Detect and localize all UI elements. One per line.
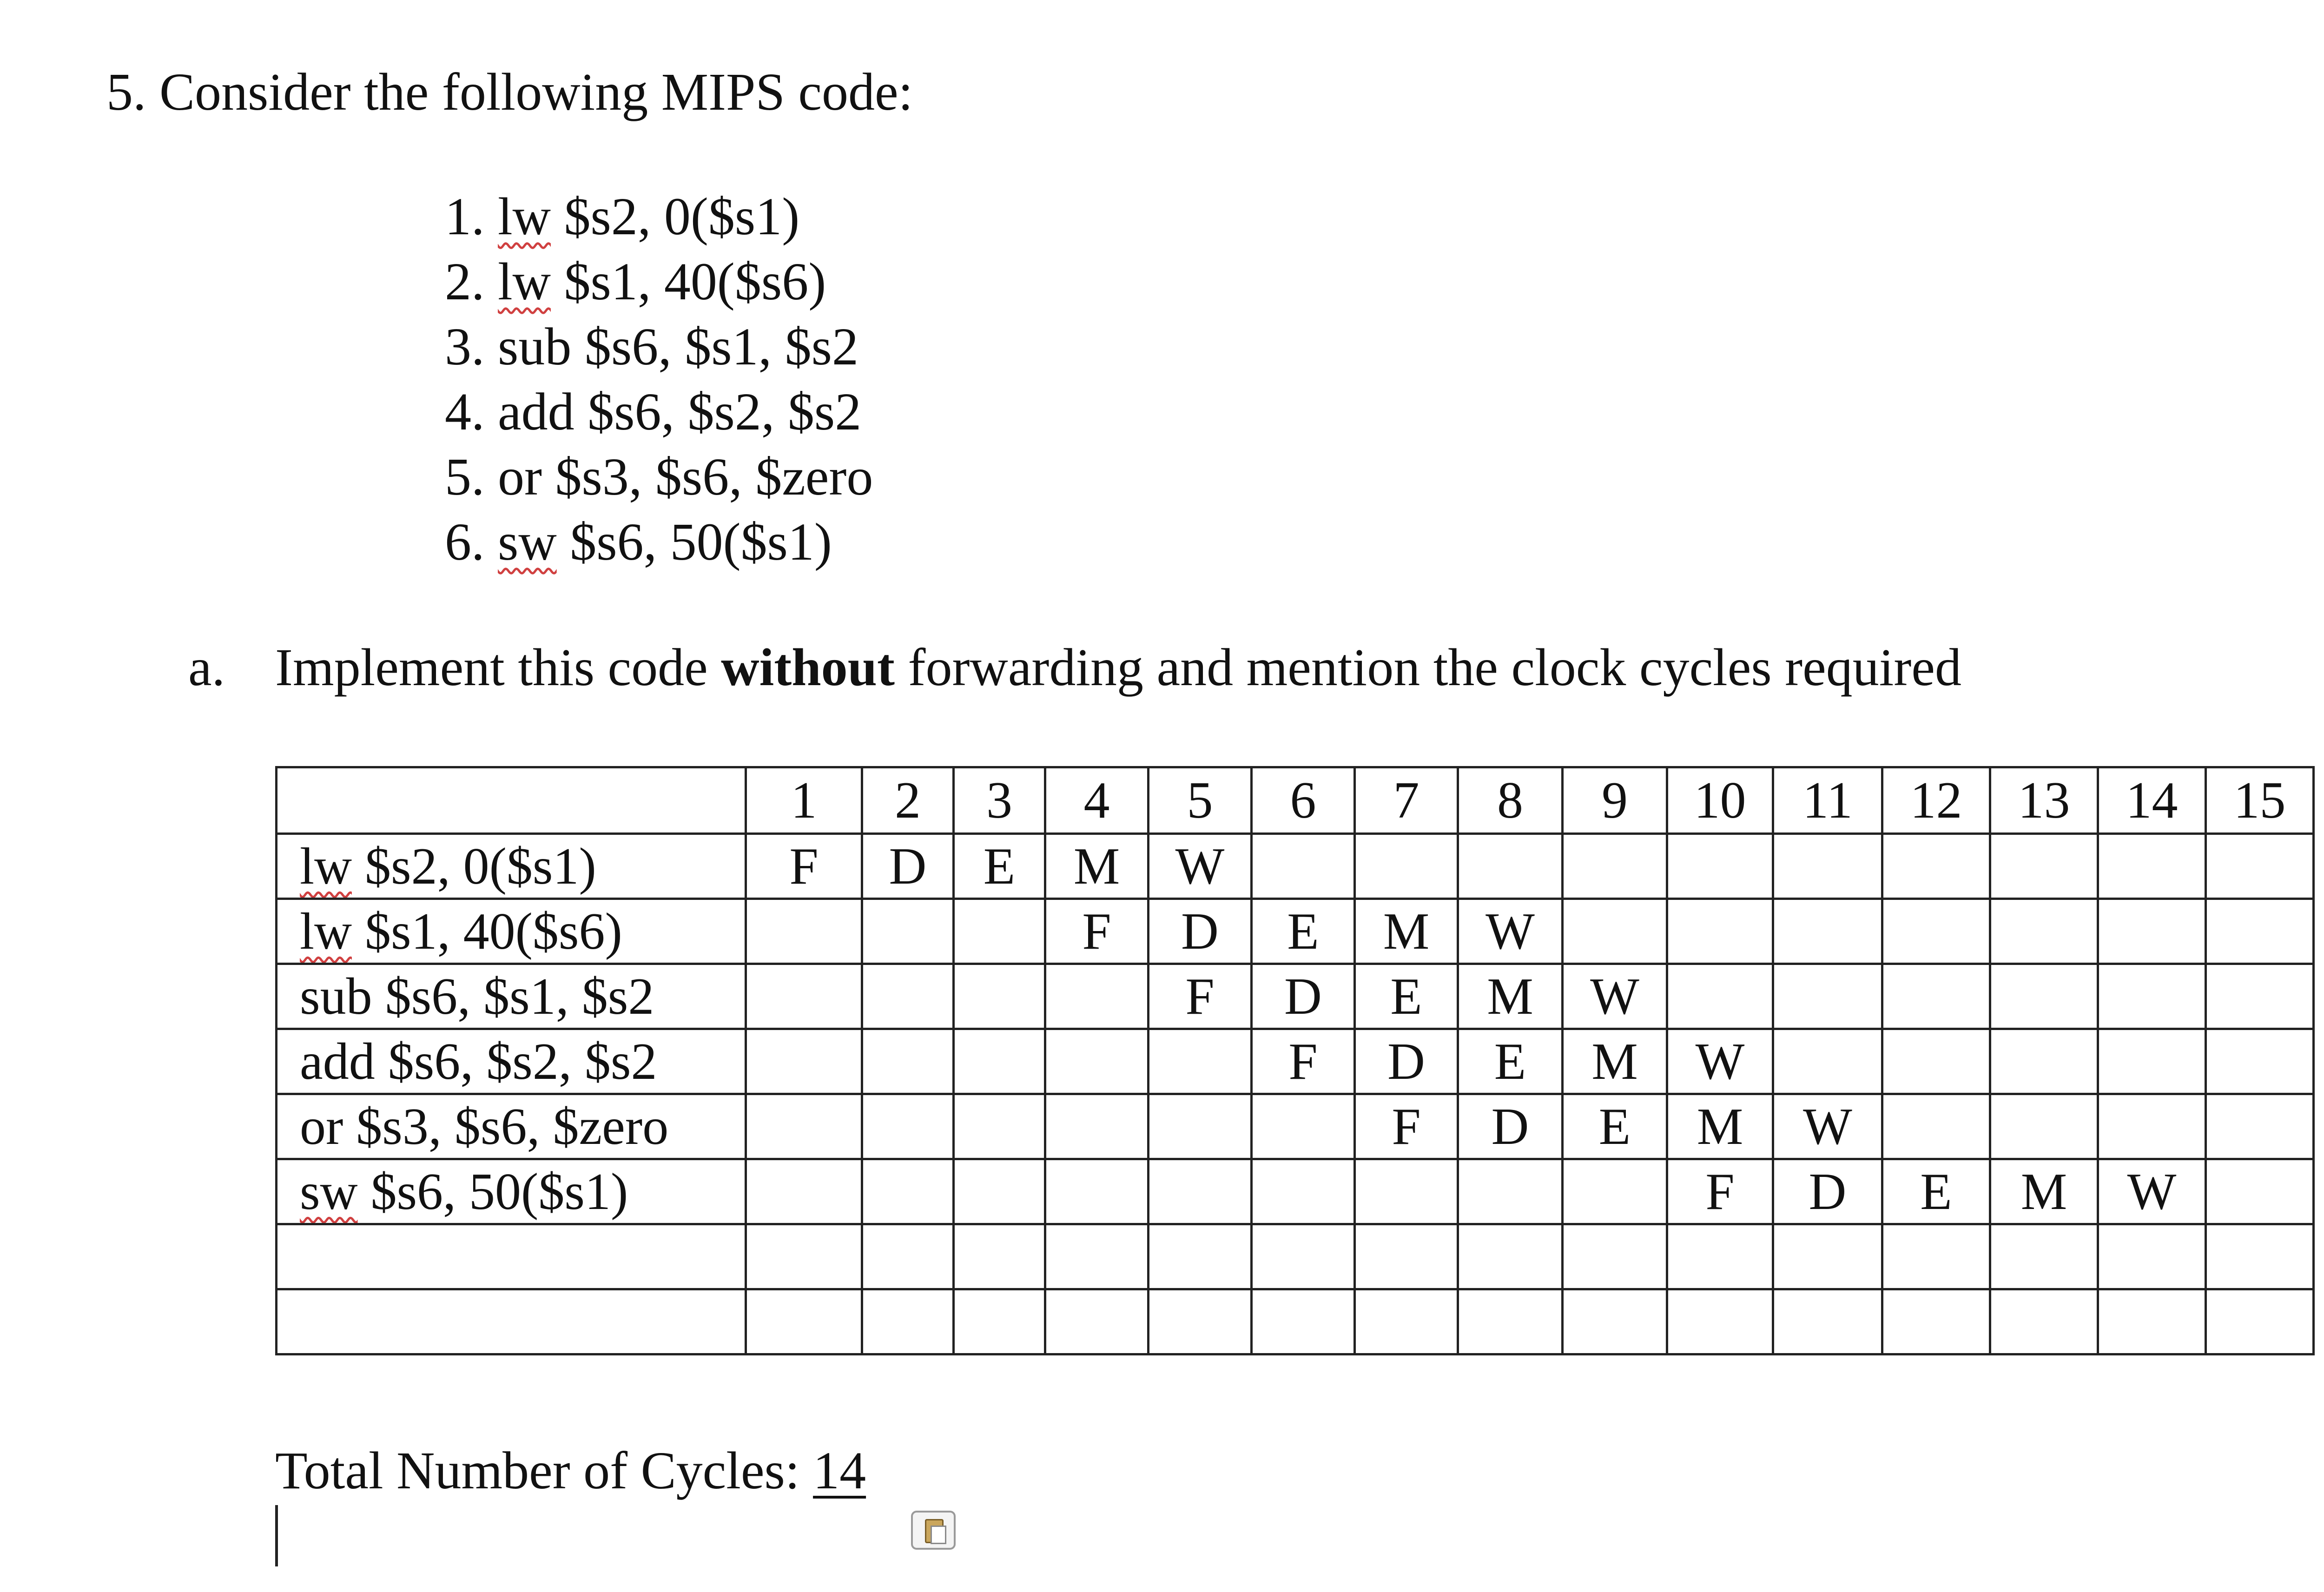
- stage-cell: W: [1563, 964, 1667, 1029]
- stage-cell: [1990, 899, 2098, 964]
- instruction-cell: [277, 1289, 746, 1354]
- instruction-cell: lw $s1, 40($s6): [277, 899, 746, 964]
- code-line: 2. lw $s1, 40($s6): [445, 252, 826, 311]
- stage-cell: D: [1355, 1029, 1458, 1094]
- stage-cell: [862, 964, 954, 1029]
- stage-cell: [1252, 1289, 1355, 1354]
- text-cursor: [275, 1505, 278, 1566]
- stage-cell: [746, 964, 862, 1029]
- stage-cell: [2206, 899, 2314, 964]
- instruction-cell: lw $s2, 0($s1): [277, 834, 746, 899]
- stage-cell: E: [1882, 1159, 1990, 1224]
- stage-cell: [862, 1029, 954, 1094]
- stage-cell: [2206, 1224, 2314, 1289]
- instruction-cell: or $s3, $s6, $zero: [277, 1094, 746, 1159]
- stage-cell: [1149, 1094, 1252, 1159]
- stage-cell: [1355, 1224, 1458, 1289]
- cycle-header: 3: [954, 767, 1045, 834]
- stage-cell: [1882, 899, 1990, 964]
- total-cycles: [275, 1440, 866, 1501]
- stage-cell: [1563, 834, 1667, 899]
- stage-cell: [862, 1224, 954, 1289]
- stage-cell: [746, 1094, 862, 1159]
- stage-cell: M: [1563, 1029, 1667, 1094]
- stage-cell: [1045, 1224, 1149, 1289]
- stage-cell: [862, 899, 954, 964]
- stage-cell: [1045, 1289, 1149, 1354]
- stage-cell: E: [1355, 964, 1458, 1029]
- instruction-cell: sw $s6, 50($s1): [277, 1159, 746, 1224]
- stage-cell: [1990, 1094, 2098, 1159]
- cycle-header: 4: [1045, 767, 1149, 834]
- stage-cell: [746, 899, 862, 964]
- stage-cell: [862, 1094, 954, 1159]
- cycle-header: 14: [2098, 767, 2206, 834]
- pipeline-table: [275, 766, 2315, 1355]
- cycle-header: 15: [2206, 767, 2314, 834]
- stage-cell: M: [1355, 899, 1458, 964]
- stage-cell: M: [1045, 834, 1149, 899]
- cycle-header: 5: [1149, 767, 1252, 834]
- stage-cell: [954, 964, 1045, 1029]
- stage-cell: [1773, 964, 1882, 1029]
- stage-cell: D: [1458, 1094, 1563, 1159]
- stage-cell: F: [1355, 1094, 1458, 1159]
- stage-cell: [862, 1159, 954, 1224]
- stage-cell: [1882, 834, 1990, 899]
- table-row: [277, 834, 2314, 899]
- stage-cell: [1882, 1289, 1990, 1354]
- stage-cell: [2098, 1224, 2206, 1289]
- stage-cell: [954, 1224, 1045, 1289]
- code-line: 6. sw $s6, 50($s1): [445, 512, 832, 571]
- stage-cell: [1458, 1224, 1563, 1289]
- cycle-header: 12: [1882, 767, 1990, 834]
- cycle-header: 6: [1252, 767, 1355, 834]
- table-row: [277, 899, 2314, 964]
- stage-cell: [2206, 1094, 2314, 1159]
- stage-cell: W: [1773, 1094, 1882, 1159]
- cycle-header: 11: [1773, 767, 1882, 834]
- cycle-header: 8: [1458, 767, 1563, 834]
- stage-cell: E: [1252, 899, 1355, 964]
- stage-cell: [1667, 964, 1773, 1029]
- cycle-header: 2: [862, 767, 954, 834]
- stage-cell: [1149, 1224, 1252, 1289]
- total-value: 14: [813, 1441, 866, 1500]
- stage-cell: [1667, 1224, 1773, 1289]
- stage-cell: [1773, 1289, 1882, 1354]
- code-line: 1. lw $s2, 0($s1): [445, 187, 800, 246]
- stage-cell: [2206, 1289, 2314, 1354]
- stage-cell: [1990, 834, 2098, 899]
- stage-cell: [2098, 899, 2206, 964]
- stage-cell: [1563, 1224, 1667, 1289]
- cycle-header: 10: [1667, 767, 1773, 834]
- stage-cell: [1355, 1289, 1458, 1354]
- stage-cell: [2098, 1094, 2206, 1159]
- stage-cell: W: [2098, 1159, 2206, 1224]
- stage-cell: [1252, 834, 1355, 899]
- stage-cell: D: [862, 834, 954, 899]
- stage-cell: [1149, 1159, 1252, 1224]
- stage-cell: [954, 1159, 1045, 1224]
- stage-cell: [954, 1289, 1045, 1354]
- stage-cell: [2206, 1159, 2314, 1224]
- stage-cell: [1458, 1159, 1563, 1224]
- stage-cell: M: [1458, 964, 1563, 1029]
- stage-cell: M: [1667, 1094, 1773, 1159]
- stage-cell: W: [1667, 1029, 1773, 1094]
- paste-options-icon[interactable]: [911, 1511, 956, 1550]
- subquestion-letter: a.: [188, 638, 225, 697]
- stage-cell: [1252, 1094, 1355, 1159]
- table-row: [277, 1029, 2314, 1094]
- cycle-header: 1: [746, 767, 862, 834]
- stage-cell: E: [1458, 1029, 1563, 1094]
- stage-cell: [1990, 964, 2098, 1029]
- table-row: [277, 1289, 2314, 1354]
- stage-cell: [746, 1029, 862, 1094]
- stage-cell: F: [1667, 1159, 1773, 1224]
- instruction-cell: sub $s6, $s1, $s2: [277, 964, 746, 1029]
- stage-cell: [1045, 1029, 1149, 1094]
- stage-cell: [1563, 1159, 1667, 1224]
- instruction-cell: add $s6, $s2, $s2: [277, 1029, 746, 1094]
- stage-cell: [1252, 1159, 1355, 1224]
- code-line: 5. or $s3, $s6, $zero: [445, 447, 873, 506]
- stage-cell: [1045, 964, 1149, 1029]
- stage-cell: [1667, 1289, 1773, 1354]
- stage-cell: M: [1990, 1159, 2098, 1224]
- stage-cell: [1355, 1159, 1458, 1224]
- question-title: 5. Consider the following MIPS code:: [106, 62, 913, 121]
- stage-cell: [2098, 834, 2206, 899]
- stage-cell: [1458, 1289, 1563, 1354]
- stage-cell: [1458, 834, 1563, 899]
- stage-cell: [862, 1289, 954, 1354]
- stage-cell: [1252, 1224, 1355, 1289]
- stage-cell: W: [1458, 899, 1563, 964]
- stage-cell: [1773, 1224, 1882, 1289]
- stage-cell: [2206, 964, 2314, 1029]
- stage-cell: [1563, 1289, 1667, 1354]
- table-row: [277, 1159, 2314, 1224]
- stage-cell: E: [954, 834, 1045, 899]
- table-row: [277, 964, 2314, 1029]
- stage-cell: [1882, 964, 1990, 1029]
- instruction-cell: [277, 1224, 746, 1289]
- stage-cell: [1773, 1029, 1882, 1094]
- stage-cell: [1990, 1224, 2098, 1289]
- stage-cell: [1355, 834, 1458, 899]
- stage-cell: [1045, 1094, 1149, 1159]
- stage-cell: D: [1149, 899, 1252, 964]
- stage-cell: [954, 899, 1045, 964]
- stage-cell: [1045, 1159, 1149, 1224]
- stage-cell: F: [746, 834, 862, 899]
- stage-cell: [2206, 834, 2314, 899]
- stage-cell: [1990, 1289, 2098, 1354]
- cycle-header: 9: [1563, 767, 1667, 834]
- stage-cell: [1563, 899, 1667, 964]
- cycle-header-row: [277, 767, 2314, 834]
- stage-cell: [1773, 834, 1882, 899]
- stage-cell: [2098, 964, 2206, 1029]
- corner-cell: [277, 767, 746, 834]
- stage-cell: [746, 1289, 862, 1354]
- stage-cell: [746, 1159, 862, 1224]
- stage-cell: F: [1252, 1029, 1355, 1094]
- stage-cell: [746, 1224, 862, 1289]
- stage-cell: [1882, 1224, 1990, 1289]
- subquestion-text: Implement this code without forwarding and mention the clock cycles required: [275, 638, 1961, 697]
- stage-cell: F: [1045, 899, 1149, 964]
- stage-cell: E: [1563, 1094, 1667, 1159]
- stage-cell: [1667, 834, 1773, 899]
- stage-cell: [2206, 1029, 2314, 1094]
- stage-cell: [954, 1029, 1045, 1094]
- cycle-header: 13: [1990, 767, 2098, 834]
- cycle-header: 7: [1355, 767, 1458, 834]
- stage-cell: [1990, 1029, 2098, 1094]
- total-label: Total Number of Cycles:: [275, 1441, 813, 1500]
- stage-cell: F: [1149, 964, 1252, 1029]
- stage-cell: [2098, 1289, 2206, 1354]
- stage-cell: [2098, 1029, 2206, 1094]
- stage-cell: [1882, 1029, 1990, 1094]
- stage-cell: [954, 1094, 1045, 1159]
- stage-cell: D: [1773, 1159, 1882, 1224]
- stage-cell: [1773, 899, 1882, 964]
- code-line: 4. add $s6, $s2, $s2: [445, 382, 862, 441]
- table-row: [277, 1094, 2314, 1159]
- code-list: [445, 184, 873, 575]
- stage-cell: D: [1252, 964, 1355, 1029]
- code-line: 3. sub $s6, $s1, $s2: [445, 317, 858, 376]
- table-row: [277, 1224, 2314, 1289]
- stage-cell: [1149, 1029, 1252, 1094]
- stage-cell: [1149, 1289, 1252, 1354]
- stage-cell: [1882, 1094, 1990, 1159]
- stage-cell: [1667, 899, 1773, 964]
- stage-cell: W: [1149, 834, 1252, 899]
